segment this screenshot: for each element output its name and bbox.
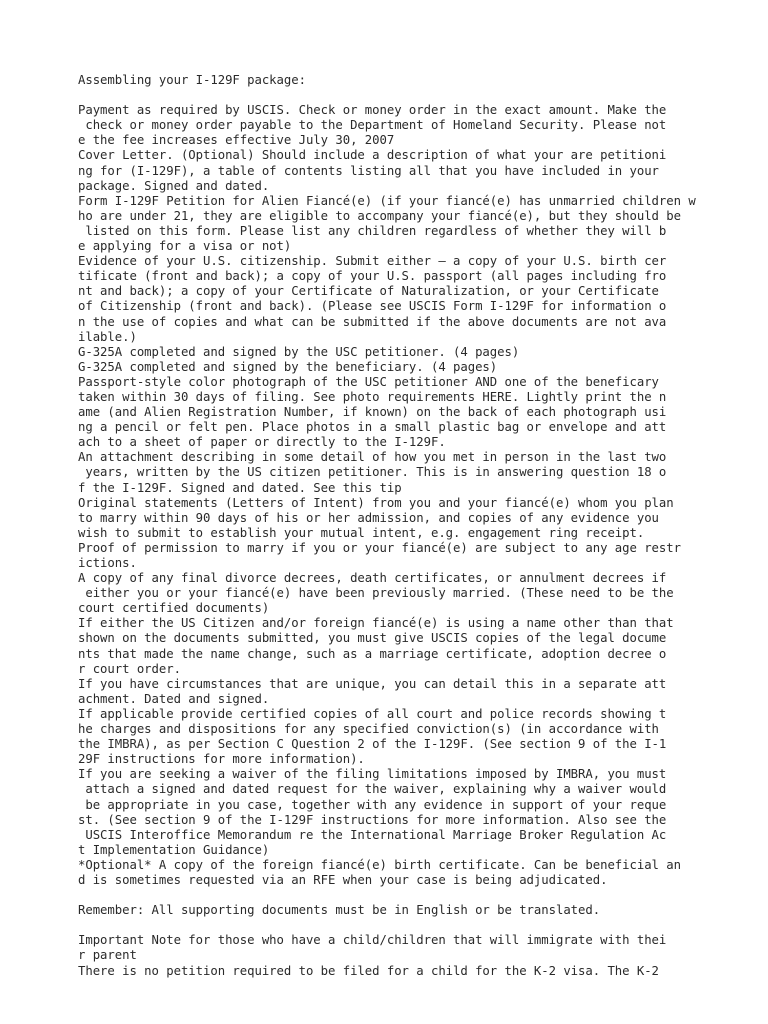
text-line: ictions.	[78, 556, 137, 570]
text-line: If you are seeking a waiver of the filing limitations imposed by IMBRA, you must	[78, 767, 667, 782]
text-line: If either the US Citizen and/or foreign fiancé(e) is using a name other than that	[78, 616, 674, 631]
text-line: Proof of permission to marry if you or your fiancé(e) are subject to any age restr	[78, 540, 681, 555]
document-body	[78, 73, 768, 979]
text-line: 29F instructions for more information).	[78, 752, 365, 767]
text-line: Important Note for those who have a child/children that will immigrate with thei	[78, 933, 667, 948]
text-line: Cover Letter. (Optional) Should include a description of what your are petitioni	[78, 148, 667, 163]
text-line: st. (See section 9 of the I-129F instructions for more information. Also see the	[78, 812, 667, 827]
text-line: nt and back); a copy of your Certificate of Naturalization, or your Certificate	[78, 284, 659, 299]
text-line: either you or your fiancé(e) have been previously married. (These need to be the	[78, 586, 674, 601]
text-line: e the fee increases effective July 30, 2007	[78, 133, 395, 148]
text-line: Payment as required by USCIS. Check or money order in the exact amount. Make the	[78, 103, 667, 118]
text-line: listed on this form. Please list any children regardless of whether they will b	[78, 223, 667, 238]
text-line: Original statements (Letters of Intent) from you and your fiancé(e) whom you plan	[78, 495, 674, 510]
text-line: wish to submit to establish your mutual intent, e.g. engagement ring receipt.	[78, 525, 645, 540]
text-line: years, written by the US citizen petitioner. This is in answering question 18 o	[78, 465, 667, 480]
text-line: G-325A completed and signed by the USC petitioner. (4 pages)	[78, 344, 520, 359]
text-line: to marry within 90 days of his or her admission, and copies of any evidence you	[78, 510, 659, 525]
text-line: ilable.)	[78, 329, 137, 344]
text-line: If applicable provide certified copies of all court and police records showing t	[78, 706, 667, 721]
text-line: Passport-style color photograph of the USC petitioner AND one of the beneficary	[78, 374, 659, 389]
text-line: G-325A completed and signed by the beneficiary. (4 pages)	[78, 359, 498, 374]
blank-line	[78, 918, 768, 933]
text-line: of Citizenship (front and back). (Please see USCIS Form I-129F for information o	[78, 299, 667, 314]
text-line: Evidence of your U.S. citizenship. Submit either – a copy of your U.S. birth cer	[78, 254, 667, 269]
text-line: court certified documents)	[78, 601, 270, 616]
text-line: be appropriate in you case, together with any evidence in support of your reque	[78, 797, 667, 812]
text-line: attach a signed and dated request for the waiver, explaining why a waiver would	[78, 782, 667, 797]
text-line: he charges and dispositions for any specified conviction(s) (in accordance with	[78, 722, 659, 737]
text-line: If you have circumstances that are unique, you can detail this in a separate att	[78, 676, 667, 691]
text-line: *Optional* A copy of the foreign fiancé(e) birth certificate. Can be beneficial an	[78, 857, 681, 872]
text-line: Assembling your I-129F package:	[78, 73, 306, 87]
text-line: f the I-129F. Signed and dated. See this tip	[78, 480, 402, 495]
text-line: ho are under 21, they are eligible to accompany your fiancé(e), but they should be	[78, 208, 681, 223]
text-line: the IMBRA), as per Section C Question 2 of the I-129F. (See section 9 of the I-1	[78, 737, 667, 752]
text-line: Remember: All supporting documents must be in English or be translated.	[78, 903, 601, 918]
text-line: package. Signed and dated.	[78, 178, 270, 193]
text-line: e applying for a visa or not)	[78, 239, 292, 254]
text-line: t Implementation Guidance)	[78, 842, 270, 857]
text-line: d is sometimes requested via an RFE when your case is being adjudicated.	[78, 872, 608, 887]
text-line: A copy of any final divorce decrees, death certificates, or annulment decrees if	[78, 571, 667, 586]
text-line: achment. Dated and signed.	[78, 691, 270, 706]
text-line: n the use of copies and what can be submitted if the above documents are not ava	[78, 314, 667, 329]
text-line: An attachment describing in some detail of how you met in person in the last two	[78, 450, 667, 465]
text-line: Form I-129F Petition for Alien Fiancé(e) (if your fiancé(e) has unmarried children w	[78, 193, 696, 208]
text-line: USCIS Interoffice Memorandum re the International Marriage Broker Regulation Ac	[78, 827, 667, 842]
blank-line	[78, 88, 768, 103]
text-line: taken within 30 days of filing. See photo requirements HERE. Lightly print the n	[78, 389, 667, 404]
text-line: ame (and Alien Registration Number, if known) on the back of each photograph usi	[78, 405, 667, 420]
text-line: check or money order payable to the Department of Homeland Security. Please not	[78, 118, 667, 133]
text-line: ng for (I-129F), a table of contents listing all that you have included in your	[78, 163, 659, 178]
text-line: ng a pencil or felt pen. Place photos in a small plastic bag or envelope and att	[78, 420, 667, 435]
text-line: tificate (front and back); a copy of your U.S. passport (all pages including fro	[78, 269, 667, 284]
text-line: ach to a sheet of paper or directly to the I-129F.	[78, 435, 446, 450]
text-line: There is no petition required to be filed for a child for the K-2 visa. The K-2	[78, 963, 659, 978]
blank-line	[78, 888, 768, 903]
text-line: r court order.	[78, 661, 181, 676]
text-line: shown on the documents submitted, you must give USCIS copies of the legal docume	[78, 631, 667, 646]
text-line: r parent	[78, 948, 137, 963]
text-line: nts that made the name change, such as a marriage certificate, adoption decree o	[78, 646, 667, 661]
